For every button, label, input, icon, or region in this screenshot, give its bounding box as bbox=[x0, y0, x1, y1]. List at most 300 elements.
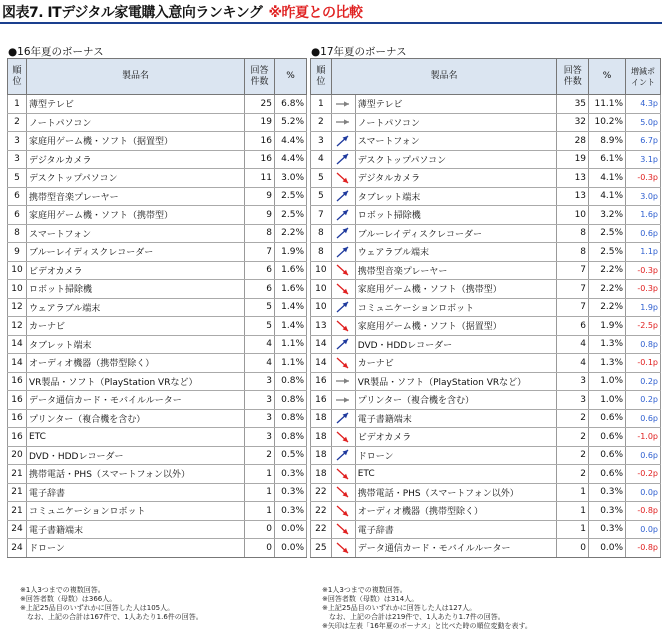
table-row bbox=[311, 132, 661, 151]
rank-cell: 3 bbox=[8, 150, 27, 169]
points-cell: 0.6p bbox=[626, 446, 661, 465]
notes-2016 bbox=[20, 586, 203, 622]
product-cell: タブレット端末 bbox=[27, 335, 245, 354]
header-pct: % bbox=[589, 59, 626, 95]
pct-cell: 2.2% bbox=[589, 261, 626, 280]
rank-cell: 16 bbox=[8, 372, 27, 391]
rank-cell: 6 bbox=[8, 206, 27, 225]
rank-cell: 22 bbox=[311, 520, 332, 539]
table-row bbox=[311, 520, 661, 539]
trend-arrow-cell bbox=[331, 132, 355, 151]
product-cell: 家庭用ゲーム機・ソフト（据置型） bbox=[27, 132, 245, 151]
header-count: 回答 件数 bbox=[245, 59, 275, 95]
trend-arrow-cell bbox=[331, 95, 355, 114]
arrow-right-icon bbox=[332, 97, 355, 111]
pct-cell: 1.0% bbox=[589, 372, 626, 391]
count-cell: 4 bbox=[245, 354, 275, 373]
count-cell: 4 bbox=[557, 335, 589, 354]
header-product: 製品名 bbox=[331, 59, 557, 95]
product-cell: コミュニケーションロボット bbox=[27, 502, 245, 521]
count-cell: 6 bbox=[245, 261, 275, 280]
count-cell: 2 bbox=[557, 465, 589, 484]
pct-cell: 1.9% bbox=[589, 317, 626, 336]
count-cell: 0 bbox=[557, 539, 589, 558]
points-cell: 1.6p bbox=[626, 206, 661, 225]
header-count: 回答 件数 bbox=[557, 59, 589, 95]
table-body-2017 bbox=[311, 95, 661, 558]
pct-cell: 1.3% bbox=[589, 354, 626, 373]
arrow-down-icon bbox=[332, 504, 355, 518]
table-row bbox=[311, 372, 661, 391]
rank-cell: 18 bbox=[311, 428, 332, 447]
count-cell: 6 bbox=[245, 280, 275, 299]
pct-cell: 1.1% bbox=[275, 354, 307, 373]
points-cell: 1.1p bbox=[626, 243, 661, 262]
count-cell: 13 bbox=[557, 187, 589, 206]
count-cell: 1 bbox=[557, 520, 589, 539]
product-cell: ドローン bbox=[27, 539, 245, 558]
rank-cell: 3 bbox=[8, 132, 27, 151]
arrow-down-icon bbox=[332, 263, 355, 277]
trend-arrow-cell bbox=[331, 224, 355, 243]
count-cell: 0 bbox=[245, 539, 275, 558]
product-cell: ウェアラブル端末 bbox=[27, 298, 245, 317]
product-cell: ブルーレイディスクレコーダー bbox=[355, 224, 557, 243]
table-row bbox=[8, 317, 307, 336]
trend-arrow-cell bbox=[331, 520, 355, 539]
product-cell: 携帯型音楽プレーヤー bbox=[355, 261, 557, 280]
product-cell: スマートフォン bbox=[355, 132, 557, 151]
pct-cell: 4.1% bbox=[589, 187, 626, 206]
count-cell: 6 bbox=[557, 317, 589, 336]
pct-cell: 2.5% bbox=[589, 243, 626, 262]
rank-cell: 5 bbox=[311, 169, 332, 188]
pct-cell: 0.8% bbox=[275, 391, 307, 410]
product-cell: ETC bbox=[355, 465, 557, 484]
table-row bbox=[311, 298, 661, 317]
trend-arrow-cell bbox=[331, 243, 355, 262]
pct-cell: 0.0% bbox=[275, 520, 307, 539]
pct-cell: 0.6% bbox=[589, 409, 626, 428]
trend-arrow-cell bbox=[331, 150, 355, 169]
table-row bbox=[8, 243, 307, 262]
rank-cell: 5 bbox=[8, 169, 27, 188]
arrow-up-icon bbox=[332, 337, 355, 351]
count-cell: 3 bbox=[245, 372, 275, 391]
table-row bbox=[311, 465, 661, 484]
product-cell: ビデオカメラ bbox=[355, 428, 557, 447]
count-cell: 3 bbox=[245, 391, 275, 410]
product-cell: 電子書籍端末 bbox=[27, 520, 245, 539]
table-row bbox=[311, 539, 661, 558]
product-cell: 携帯電話・PHS（スマートフォン以外） bbox=[355, 483, 557, 502]
pct-cell: 2.5% bbox=[275, 187, 307, 206]
rank-cell: 6 bbox=[8, 187, 27, 206]
count-cell: 9 bbox=[245, 206, 275, 225]
arrow-up-icon bbox=[332, 226, 355, 240]
rank-cell: 18 bbox=[311, 465, 332, 484]
table-row bbox=[311, 502, 661, 521]
rank-cell: 22 bbox=[311, 502, 332, 521]
product-cell: VR製品・ソフト（PlayStation VRなど） bbox=[27, 372, 245, 391]
pct-cell: 0.8% bbox=[275, 428, 307, 447]
product-cell: プリンター（複合機を含む） bbox=[355, 391, 557, 410]
pct-cell: 1.3% bbox=[589, 335, 626, 354]
rank-cell: 24 bbox=[8, 520, 27, 539]
arrow-down-icon bbox=[332, 171, 355, 185]
count-cell: 2 bbox=[557, 428, 589, 447]
arrow-up-icon bbox=[332, 448, 355, 462]
table-header-row bbox=[311, 59, 661, 95]
pct-cell: 6.8% bbox=[275, 95, 307, 114]
points-cell: -0.3p bbox=[626, 169, 661, 188]
count-cell: 1 bbox=[557, 483, 589, 502]
note-line: ※上記25品目のいずれかに回答した人は127人。 bbox=[322, 604, 477, 612]
table-row bbox=[8, 428, 307, 447]
arrow-up-icon bbox=[332, 208, 355, 222]
trend-arrow-cell bbox=[331, 169, 355, 188]
rank-cell: 14 bbox=[311, 354, 332, 373]
pct-cell: 1.1% bbox=[275, 335, 307, 354]
rank-cell: 10 bbox=[8, 280, 27, 299]
pct-cell: 5.2% bbox=[275, 113, 307, 132]
table-row bbox=[8, 335, 307, 354]
trend-arrow-cell bbox=[331, 372, 355, 391]
trend-arrow-cell bbox=[331, 317, 355, 336]
pct-cell: 3.0% bbox=[275, 169, 307, 188]
count-cell: 0 bbox=[245, 520, 275, 539]
count-cell: 7 bbox=[557, 280, 589, 299]
count-cell: 35 bbox=[557, 95, 589, 114]
title-subtitle: ※昨夏との比較 bbox=[268, 5, 363, 21]
title-underline bbox=[0, 22, 662, 24]
trend-arrow-cell bbox=[331, 483, 355, 502]
product-cell: 家庭用ゲーム機・ソフト（携帯型） bbox=[355, 280, 557, 299]
points-cell: 0.8p bbox=[626, 335, 661, 354]
table-row bbox=[8, 150, 307, 169]
trend-arrow-cell bbox=[331, 280, 355, 299]
arrow-up-icon bbox=[332, 134, 355, 148]
pct-cell: 6.1% bbox=[589, 150, 626, 169]
section-title-2016: ●16年夏のボーナス bbox=[8, 46, 104, 58]
count-cell: 3 bbox=[245, 409, 275, 428]
header-pct: % bbox=[275, 59, 307, 95]
points-cell: 3.1p bbox=[626, 150, 661, 169]
product-cell: DVD・HDDレコーダー bbox=[27, 446, 245, 465]
pct-cell: 4.4% bbox=[275, 150, 307, 169]
table-row bbox=[311, 391, 661, 410]
points-cell: 4.3p bbox=[626, 95, 661, 114]
points-cell: 3.0p bbox=[626, 187, 661, 206]
table-row bbox=[8, 409, 307, 428]
arrow-up-icon bbox=[332, 411, 355, 425]
arrow-down-icon bbox=[332, 467, 355, 481]
trend-arrow-cell bbox=[331, 502, 355, 521]
product-cell: データ通信カード・モバイルルーター bbox=[355, 539, 557, 558]
table-row bbox=[311, 243, 661, 262]
count-cell: 1 bbox=[245, 483, 275, 502]
arrow-up-icon bbox=[332, 152, 355, 166]
rank-cell: 16 bbox=[8, 391, 27, 410]
points-cell: -1.0p bbox=[626, 428, 661, 447]
table-row bbox=[311, 409, 661, 428]
count-cell: 1 bbox=[245, 502, 275, 521]
product-cell: コミュニケーションロボット bbox=[355, 298, 557, 317]
count-cell: 4 bbox=[245, 335, 275, 354]
points-cell: 5.0p bbox=[626, 113, 661, 132]
table-row bbox=[8, 520, 307, 539]
count-cell: 3 bbox=[557, 372, 589, 391]
arrow-down-icon bbox=[332, 522, 355, 536]
arrow-up-icon bbox=[332, 189, 355, 203]
table-row bbox=[8, 483, 307, 502]
trend-arrow-cell bbox=[331, 261, 355, 280]
trend-arrow-cell bbox=[331, 354, 355, 373]
count-cell: 3 bbox=[557, 391, 589, 410]
note-line: ※矢印は左表「16年夏のボーナス」と比べた時の順位変動を表す。 bbox=[322, 622, 532, 630]
table-row bbox=[311, 335, 661, 354]
table-row bbox=[311, 206, 661, 225]
table-row bbox=[8, 169, 307, 188]
count-cell: 2 bbox=[557, 446, 589, 465]
rank-cell: 21 bbox=[8, 483, 27, 502]
note-line: ※上記25品目のいずれかに回答した人は105人。 bbox=[20, 604, 175, 612]
table-row bbox=[8, 224, 307, 243]
table-row bbox=[311, 446, 661, 465]
table-row bbox=[8, 391, 307, 410]
rank-cell: 12 bbox=[8, 298, 27, 317]
header-rank: 順 位 bbox=[311, 59, 332, 95]
rank-cell: 10 bbox=[8, 261, 27, 280]
rank-cell: 22 bbox=[311, 483, 332, 502]
table-row bbox=[8, 298, 307, 317]
rank-cell: 20 bbox=[8, 446, 27, 465]
pct-cell: 0.3% bbox=[589, 520, 626, 539]
count-cell: 19 bbox=[245, 113, 275, 132]
rank-cell: 7 bbox=[311, 206, 332, 225]
rank-cell: 2 bbox=[311, 113, 332, 132]
rank-cell: 2 bbox=[8, 113, 27, 132]
arrow-down-icon bbox=[332, 541, 355, 555]
rank-cell: 8 bbox=[8, 224, 27, 243]
rank-cell: 1 bbox=[311, 95, 332, 114]
trend-arrow-cell bbox=[331, 206, 355, 225]
points-cell: -0.2p bbox=[626, 465, 661, 484]
points-cell: 0.2p bbox=[626, 391, 661, 410]
product-cell: 電子辞書 bbox=[27, 483, 245, 502]
count-cell: 1 bbox=[557, 502, 589, 521]
product-cell: ロボット掃除機 bbox=[355, 206, 557, 225]
points-cell: 0.0p bbox=[626, 520, 661, 539]
rank-cell: 12 bbox=[8, 317, 27, 336]
pct-cell: 1.9% bbox=[275, 243, 307, 262]
arrow-right-icon bbox=[332, 115, 355, 129]
table-body-2016 bbox=[8, 95, 307, 558]
points-cell: -0.8p bbox=[626, 502, 661, 521]
note-line: なお、上記の合計は167件で、1人あたり1.6件の回答。 bbox=[20, 613, 203, 621]
points-cell: -0.3p bbox=[626, 280, 661, 299]
pct-cell: 1.6% bbox=[275, 261, 307, 280]
points-cell: 1.9p bbox=[626, 298, 661, 317]
note-line: ※回答者数（母数）は366人。 bbox=[20, 595, 117, 603]
points-cell: -2.5p bbox=[626, 317, 661, 336]
rank-cell: 14 bbox=[8, 354, 27, 373]
pct-cell: 0.0% bbox=[589, 539, 626, 558]
product-cell: プリンター（複合機を含む） bbox=[27, 409, 245, 428]
product-cell: 薄型テレビ bbox=[355, 95, 557, 114]
table-row bbox=[8, 354, 307, 373]
product-cell: ロボット掃除機 bbox=[27, 280, 245, 299]
pct-cell: 2.5% bbox=[275, 206, 307, 225]
trend-arrow-cell bbox=[331, 335, 355, 354]
product-cell: カーナビ bbox=[355, 354, 557, 373]
table-row bbox=[311, 280, 661, 299]
count-cell: 2 bbox=[557, 409, 589, 428]
pct-cell: 0.3% bbox=[275, 465, 307, 484]
points-cell: -0.1p bbox=[626, 354, 661, 373]
points-cell: -0.8p bbox=[626, 539, 661, 558]
count-cell: 11 bbox=[245, 169, 275, 188]
product-cell: 薄型テレビ bbox=[27, 95, 245, 114]
note-line: ※回答者数（母数）は314人。 bbox=[322, 595, 419, 603]
product-cell: ドローン bbox=[355, 446, 557, 465]
pct-cell: 2.5% bbox=[589, 224, 626, 243]
count-cell: 13 bbox=[557, 169, 589, 188]
count-cell: 28 bbox=[557, 132, 589, 151]
count-cell: 10 bbox=[557, 206, 589, 225]
trend-arrow-cell bbox=[331, 298, 355, 317]
arrow-down-icon bbox=[332, 430, 355, 444]
product-cell: ノートパソコン bbox=[27, 113, 245, 132]
product-cell: 家庭用ゲーム機・ソフト（携帯型） bbox=[27, 206, 245, 225]
table-header-row bbox=[8, 59, 307, 95]
count-cell: 25 bbox=[245, 95, 275, 114]
header-product: 製品名 bbox=[27, 59, 245, 95]
count-cell: 7 bbox=[245, 243, 275, 262]
pct-cell: 0.3% bbox=[275, 502, 307, 521]
rank-cell: 16 bbox=[8, 428, 27, 447]
points-cell: 0.6p bbox=[626, 224, 661, 243]
header-points: 増減ポ イント bbox=[626, 59, 661, 95]
count-cell: 7 bbox=[557, 261, 589, 280]
count-cell: 8 bbox=[557, 224, 589, 243]
rank-cell: 18 bbox=[311, 409, 332, 428]
count-cell: 7 bbox=[557, 298, 589, 317]
points-cell: 0.6p bbox=[626, 409, 661, 428]
pct-cell: 11.1% bbox=[589, 95, 626, 114]
table-row bbox=[311, 113, 661, 132]
product-cell: ノートパソコン bbox=[355, 113, 557, 132]
product-cell: カーナビ bbox=[27, 317, 245, 336]
rank-cell: 1 bbox=[8, 95, 27, 114]
arrow-up-icon bbox=[332, 300, 355, 314]
rank-cell: 18 bbox=[311, 446, 332, 465]
product-cell: 携帯電話・PHS（スマートフォン以外） bbox=[27, 465, 245, 484]
points-cell: 0.0p bbox=[626, 483, 661, 502]
rank-cell: 10 bbox=[311, 261, 332, 280]
table-row bbox=[311, 150, 661, 169]
rank-cell: 9 bbox=[8, 243, 27, 262]
table-row bbox=[8, 261, 307, 280]
table-row bbox=[8, 95, 307, 114]
product-cell: 電子辞書 bbox=[355, 520, 557, 539]
ranking-table-2017 bbox=[310, 58, 661, 558]
count-cell: 4 bbox=[557, 354, 589, 373]
table-row bbox=[311, 428, 661, 447]
product-cell: データ通信カード・モバイルルーター bbox=[27, 391, 245, 410]
rank-cell: 8 bbox=[311, 224, 332, 243]
trend-arrow-cell bbox=[331, 539, 355, 558]
points-cell: 6.7p bbox=[626, 132, 661, 151]
note-line: なお、上記の合計は219件で、1人あたり1.7件の回答。 bbox=[322, 613, 505, 621]
count-cell: 8 bbox=[245, 224, 275, 243]
trend-arrow-cell bbox=[331, 446, 355, 465]
note-line: ※1人3つまでの複数回答。 bbox=[20, 586, 105, 594]
arrow-down-icon bbox=[332, 319, 355, 333]
count-cell: 16 bbox=[245, 132, 275, 151]
product-cell: ETC bbox=[27, 428, 245, 447]
product-cell: オーディオ機器（携帯型除く） bbox=[355, 502, 557, 521]
pct-cell: 0.6% bbox=[589, 428, 626, 447]
count-cell: 9 bbox=[245, 187, 275, 206]
pct-cell: 0.5% bbox=[275, 446, 307, 465]
count-cell: 16 bbox=[245, 150, 275, 169]
product-cell: VR製品・ソフト（PlayStation VRなど） bbox=[355, 372, 557, 391]
product-cell: スマートフォン bbox=[27, 224, 245, 243]
table-row bbox=[311, 187, 661, 206]
table-row bbox=[8, 280, 307, 299]
trend-arrow-cell bbox=[331, 465, 355, 484]
product-cell: デジタルカメラ bbox=[27, 150, 245, 169]
note-line: ※1人3つまでの複数回答。 bbox=[322, 586, 407, 594]
product-cell: 携帯型音楽プレーヤー bbox=[27, 187, 245, 206]
arrow-down-icon bbox=[332, 282, 355, 296]
arrow-down-icon bbox=[332, 485, 355, 499]
pct-cell: 1.4% bbox=[275, 317, 307, 336]
page-title bbox=[2, 2, 363, 22]
pct-cell: 2.2% bbox=[589, 298, 626, 317]
notes-2017 bbox=[322, 586, 532, 631]
table-row bbox=[8, 132, 307, 151]
table-row bbox=[8, 206, 307, 225]
arrow-down-icon bbox=[332, 356, 355, 370]
pct-cell: 10.2% bbox=[589, 113, 626, 132]
count-cell: 19 bbox=[557, 150, 589, 169]
table-row bbox=[8, 465, 307, 484]
pct-cell: 1.0% bbox=[589, 391, 626, 410]
count-cell: 5 bbox=[245, 317, 275, 336]
rank-cell: 10 bbox=[311, 280, 332, 299]
table-row bbox=[311, 224, 661, 243]
product-cell: デスクトップパソコン bbox=[355, 150, 557, 169]
table-row bbox=[8, 113, 307, 132]
table-row bbox=[8, 446, 307, 465]
rank-cell: 16 bbox=[311, 372, 332, 391]
count-cell: 8 bbox=[557, 243, 589, 262]
pct-cell: 2.2% bbox=[589, 280, 626, 299]
rank-cell: 4 bbox=[311, 150, 332, 169]
trend-arrow-cell bbox=[331, 409, 355, 428]
count-cell: 32 bbox=[557, 113, 589, 132]
table-row bbox=[8, 502, 307, 521]
table-row bbox=[311, 261, 661, 280]
rank-cell: 16 bbox=[311, 391, 332, 410]
title-bar bbox=[0, 0, 665, 24]
trend-arrow-cell bbox=[331, 391, 355, 410]
rank-cell: 25 bbox=[311, 539, 332, 558]
pct-cell: 0.0% bbox=[275, 539, 307, 558]
product-cell: DVD・HDDレコーダー bbox=[355, 335, 557, 354]
